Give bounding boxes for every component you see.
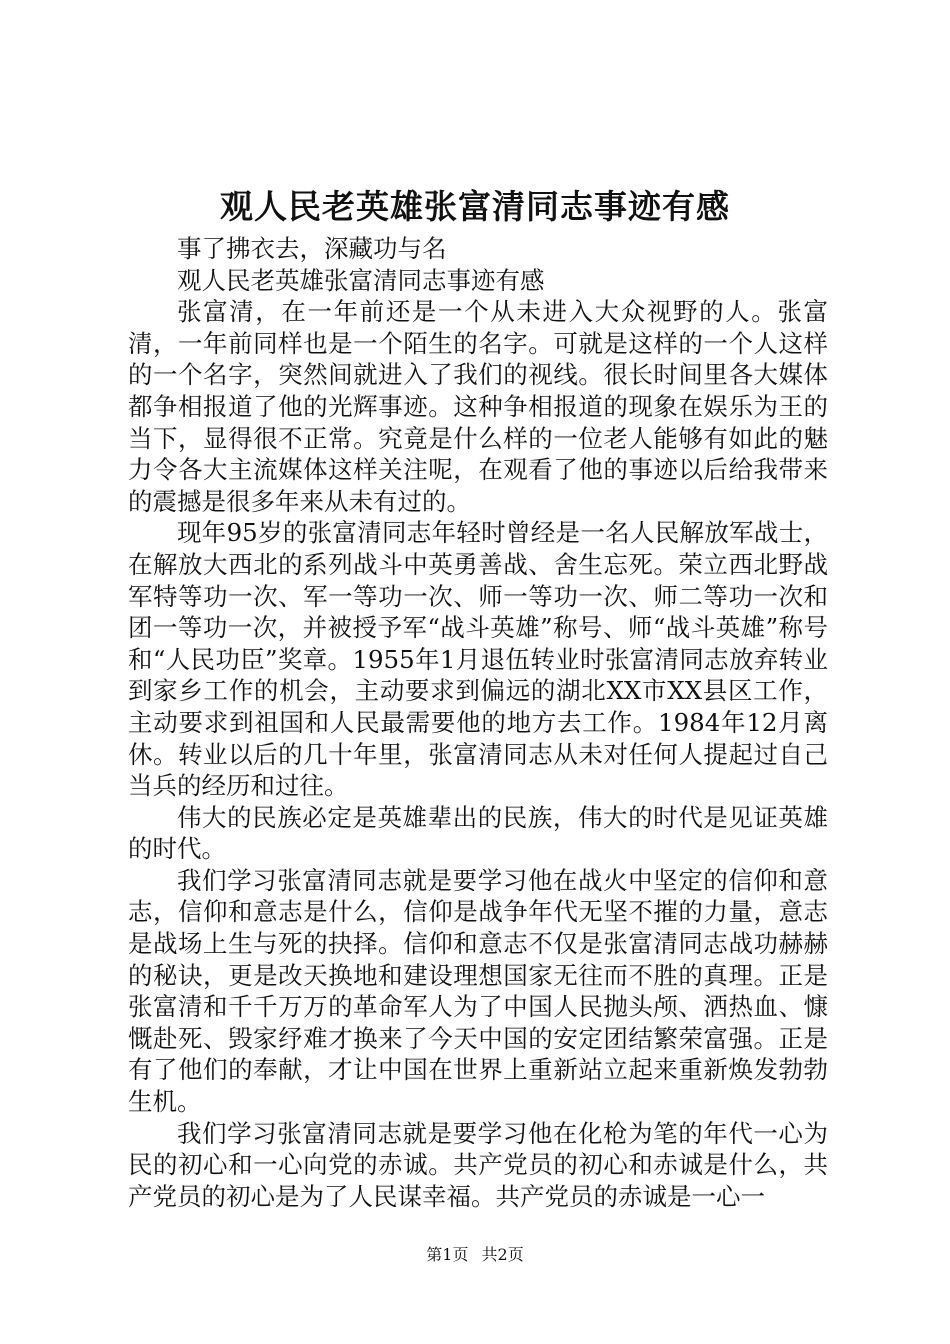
body-paragraph: 我们学习张富清同志就是要学习他在化枪为笔的年代一心为民的初心和一心向党的赤诚。共产党员的初心和赤诚是什么，共产党员的初心是为了人民谋幸福。共产党员的赤诚是一心一 [128,1118,828,1211]
document-body [128,233,828,1212]
subtitle-line: 事了拂衣去，深藏功与名 [177,234,447,263]
page-footer [0,1243,950,1267]
subtitle-line: 观人民老英雄张富清同志事迹有感 [177,265,545,295]
page-total: 共2页 [481,1245,524,1264]
body-paragraph: 现年95岁的张富清同志年轻时曾经是一名人民解放军战士，在解放大西北的系列战斗中英勇善战、舍生忘死。荣立西北野战军特等功一次、军一等功一次、师一等功一次、师二等功一次和团一等功一次，并被授予军“战斗英雄”称号、师“战斗英雄”称号和“人民功臣”奖章。1955年1月退伍转业时张富清同志放弃转业到家乡工作的机会，主动要求到偏远的湖北XX市XX县区工作，主动要求到祖国和人民最需要他的地方去工作。1984年12月离休。转业以后的几十年里，张富清同志从未对任何人提起过自己当兵的经历和过往。 [128,518,828,801]
page-number: 第1页 [426,1245,469,1264]
body-paragraph: 张富清，在一年前还是一个从未进入大众视野的人。张富清，一年前同样也是一个陌生的名字。可就是这样的一个人这样的一个名字，突然间就进入了我们的视线。很长时间里各大媒体都争相报道了他的光辉事迹。这种争相报道的现象在娱乐为王的当下，显得很不正常。究竟是什么样的一位老人能够有如此的魅力令各大主流媒体这样关注呢，在观看了他的事迹以后给我带来的震撼是很多年来从未有过的。 [128,297,828,516]
document-title: 观人民老英雄张富清同志事迹有感 [220,187,730,226]
body-paragraph: 伟大的民族必定是英雄辈出的民族，伟大的时代是见证英雄的时代。 [128,802,828,864]
body-paragraph: 我们学习张富清同志就是要学习他在战火中坚定的信仰和意志，信仰和意志是什么，信仰是战争年代无坚不摧的力量，意志是战场上生与死的抉择。信仰和意志不仅是张富清同志战功赫赫的秘诀，更是改天换地和建设理想国家无往而不胜的真理。正是张富清和千千万万的革命军人为了中国人民抛头颅、洒热血、慷慨赴死、毁家纾难才换来了今天中国的安定团结繁荣富强。正是有了他们的奉献，才让中国在世界上重新站立起来重新焕发勃勃生机。 [128,865,828,1117]
